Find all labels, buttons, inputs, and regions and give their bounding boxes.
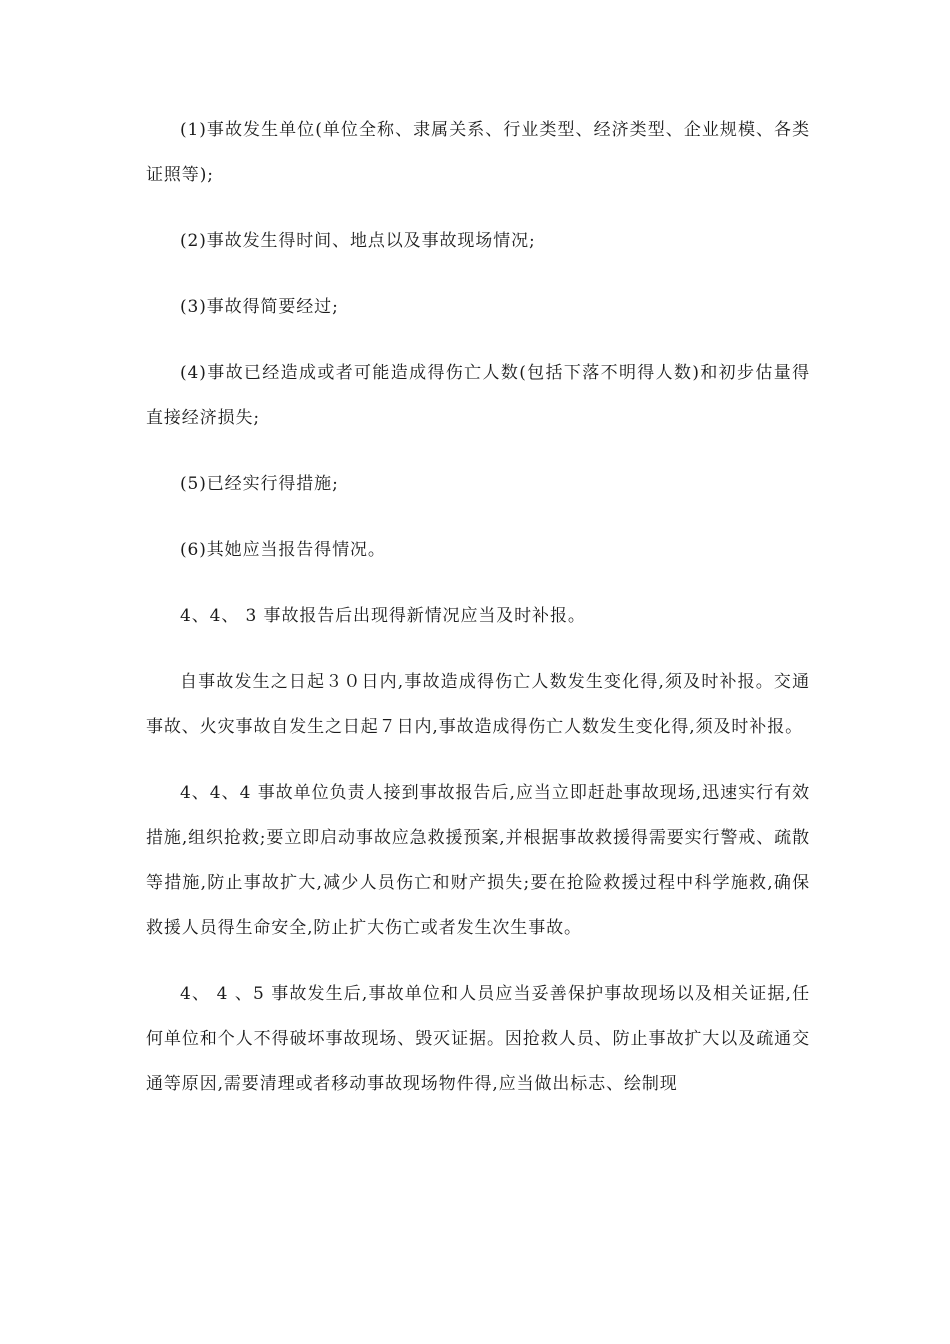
section-4-4-5-paragraph: 4、 4 、5 事故发生后,事故单位和人员应当妥善保护事故现场以及相关证据,任何单位和个人不得破坏事故现场、毁灭证据。因抢救人员、防止事故扩大以及疏通交通等原因,需要清理或者移动事故现场物件得,应当做出标志、绘制现 — [146, 984, 810, 1094]
paragraph-item-1: (1)事故发生单位(单位全称、隶属关系、行业类型、经济类型、企业规模、各类证照等); — [146, 120, 810, 185]
paragraph-item-5: (5)已经实行得措施; — [180, 474, 339, 494]
section-4-4-3-body: 自事故发生之日起３０日内,事故造成得伤亡人数发生变化得,须及时补报。交通事故、火灾事故自发生之日起７日内,事故造成得伤亡人数发生变化得,须及时补报。 — [146, 672, 810, 737]
paragraph-item-6: (6)其她应当报告得情况。 — [180, 540, 386, 560]
document-page — [146, 108, 810, 1128]
paragraph-item-3: (3)事故得简要经过; — [180, 297, 339, 317]
section-4-4-3-heading: 4、4、 3 事故报告后出现得新情况应当及时补报。 — [180, 606, 586, 626]
paragraph-item-2: (2)事故发生得时间、地点以及事故现场情况; — [180, 231, 536, 251]
paragraph-item-4: (4)事故已经造成或者可能造成得伤亡人数(包括下落不明得人数)和初步估量得直接经济损失; — [146, 363, 810, 428]
section-4-4-4-paragraph: 4、4、4 事故单位负责人接到事故报告后,应当立即赶赴事故现场,迅速实行有效措施,组织抢救;要立即启动事故应急救援预案,并根据事故救援得需要实行警戒、疏散等措施,防止事故扩大,减少人员伤亡和财产损失;要在抢险救援过程中科学施救,确保救援人员得生命安全,防止扩大伤亡或者发生次生事故。 — [146, 783, 810, 938]
